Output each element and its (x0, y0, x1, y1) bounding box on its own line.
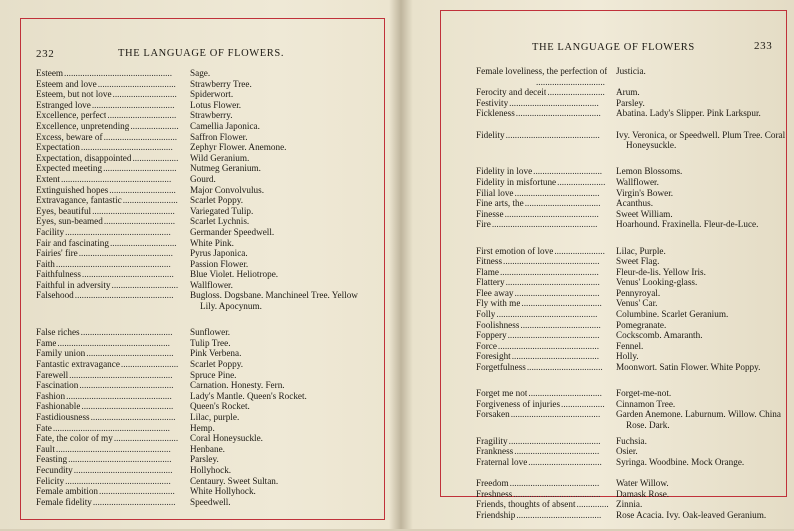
leader-dots: ........................................ (507, 330, 600, 341)
entry-term: Family union (36, 348, 86, 359)
entry-meaning: Nutmeg Geranium. (190, 163, 261, 174)
leader-dots: ..................... (557, 176, 606, 187)
entry-meaning: Holly. (616, 351, 639, 362)
entry-term: Female ambition (36, 486, 99, 497)
entry-meaning: Arum. (616, 87, 640, 98)
entry-term: Fault (36, 443, 55, 454)
entry-meaning: Pyrus Japonica. (190, 248, 248, 259)
leader-dots: ................................. (99, 486, 175, 497)
right-page (404, 0, 794, 529)
leader-dots: ............................................. (69, 369, 173, 380)
list-item (476, 341, 776, 352)
list-item (476, 436, 776, 447)
entry-term: Ferocity and deceit (476, 87, 547, 98)
entry-term: Feasting (36, 454, 68, 465)
entry-term: Festivity (476, 97, 509, 108)
entry-meaning: Spiderwort. (190, 89, 234, 100)
leader-dots: ......................................... (505, 129, 600, 140)
leader-dots: .............................................. (65, 475, 171, 486)
entry-meaning: Cockscomb. Amaranth. (616, 330, 703, 341)
entry-term: Expectation, disappointed (36, 152, 132, 163)
entry-term: Excellence, unpretending (36, 120, 130, 131)
entry-term: Estranged love (36, 99, 91, 110)
list-item (476, 277, 776, 288)
list-item (36, 338, 366, 349)
entry-meaning: Lady's Mantle. Queen's Rocket. (190, 390, 307, 401)
entry-list (476, 66, 786, 531)
leader-dots: ...................................... (513, 488, 601, 499)
entry-term: Farewell (36, 369, 69, 380)
leader-dots: ............................................... (64, 68, 172, 78)
entry-term: Finesse (476, 208, 504, 219)
entry-meaning: Scarlet Poppy. (190, 359, 243, 370)
entry-term: Excellence, perfect (36, 110, 107, 121)
entry-term: Expected meeting (36, 163, 103, 174)
list-item (476, 87, 776, 98)
list-item (36, 100, 366, 111)
entry-term: Falsehood (36, 290, 74, 301)
entry-term: Fashion (36, 390, 66, 401)
entry-term: Folly (476, 309, 496, 320)
list-item (476, 129, 786, 162)
list-item (476, 330, 776, 341)
leader-dots: ............................................ (497, 340, 599, 351)
entry-term: Female loveliness, the perfection of (476, 66, 608, 76)
entry-term: Forgetfulness (476, 362, 526, 373)
entry-term: Fidelity in love (476, 166, 533, 177)
entry-meaning: Hemp. (190, 422, 215, 433)
entry-term: Fitness (476, 256, 503, 267)
leader-dots: ............................. (111, 279, 179, 290)
entry-meaning: Germander Speedwell. (190, 226, 275, 237)
entry-term: Fire (476, 219, 491, 230)
entry-term: False riches (36, 327, 80, 338)
leader-dots: ..................................... (516, 509, 602, 520)
entry-meaning: Camellia Japonica. (190, 120, 260, 131)
entry-term: Fame (36, 337, 57, 348)
list-item (476, 320, 776, 331)
leader-dots: ........................................... (74, 290, 174, 301)
entry-meaning: Wild Geranium. (190, 152, 250, 163)
list-item (36, 348, 366, 359)
leader-dots: ................................ (528, 456, 602, 467)
leader-dots: ............................................ (496, 309, 598, 320)
entry-meaning: Wallflower. (190, 279, 233, 290)
running-head: THE LANGUAGE OF FLOWERS. (118, 48, 285, 59)
entry-meaning: Hoarhound. Fraxinella. Fleur-de-Luce. (616, 219, 759, 230)
entry-term: Fascination (36, 380, 79, 391)
leader-dots: ................................. (524, 198, 601, 209)
list-item (36, 79, 366, 90)
leader-dots: .............................................. (65, 226, 171, 237)
leader-dots: .................................................. (55, 443, 171, 454)
entry-meaning: Fennel. (616, 340, 644, 351)
list-item (476, 298, 776, 309)
entry-meaning: Strawberry. (190, 110, 233, 121)
leader-dots: ........................................ (81, 401, 174, 412)
entry-meaning: Variegated Tulip. (190, 205, 254, 216)
list-item (36, 476, 366, 487)
entry-term: Flame (476, 266, 499, 277)
entry-meaning: Speedwell. (190, 496, 231, 507)
leader-dots: ........................ (122, 195, 178, 206)
entry-term: Freedom (476, 477, 509, 488)
leader-dots: ...................................... (86, 348, 174, 359)
leader-dots: ........................................... (499, 266, 599, 277)
list-item (36, 497, 366, 508)
entry-meaning: Forget-me-not. (616, 388, 672, 399)
list-item (476, 510, 776, 531)
list-item (36, 444, 366, 455)
entry-term: Fastidiousness (36, 412, 90, 423)
entry-meaning: Justicia. (616, 66, 646, 76)
leader-dots: .............................................. (66, 390, 172, 401)
entry-meaning: Coral Honeysuckle. (190, 433, 263, 444)
leader-dots: ............................... (103, 216, 176, 227)
leader-dots: .................................................. (55, 258, 171, 269)
entry-meaning: Carnation. Honesty. Fern. (190, 380, 285, 391)
entry-term: Foolishness (476, 319, 520, 330)
list-item (36, 248, 366, 259)
leader-dots: ..................................... (514, 187, 600, 198)
entry-term: Filial love (476, 187, 514, 198)
list-item (36, 68, 366, 79)
leader-dots: ................... (561, 398, 605, 409)
leader-dots: ........................................ (508, 435, 601, 446)
leader-dots: ................................................ (60, 173, 172, 184)
entry-meaning: Scarlet Poppy. (190, 195, 243, 206)
leader-dots: ................................... (521, 298, 602, 309)
leader-dots: ..................................... (90, 412, 176, 423)
list-item (36, 132, 366, 143)
entry-meaning: Fleur-de-lis. Yellow Iris. (616, 266, 706, 277)
list-item (476, 388, 776, 399)
entry-term: Esteem and love (36, 78, 97, 89)
list-item (36, 454, 366, 465)
entry-term: First emotion of love (476, 245, 554, 256)
list-item (36, 280, 366, 291)
list-item (476, 246, 776, 257)
list-item (36, 423, 366, 434)
entry-meaning: Moonwort. Satin Flower. White Poppy. (616, 362, 761, 373)
leader-dots: ......................... (120, 359, 179, 370)
entry-meaning: Lilac, Purple. (616, 245, 666, 256)
entry-meaning: Pomegranate. (616, 319, 667, 330)
leader-dots: ................................ (528, 388, 602, 399)
entry-meaning: Henbane. (190, 443, 225, 454)
entry-term: Flee away (476, 287, 514, 298)
list-item (476, 188, 776, 199)
entry-meaning: Damask Rose. (616, 488, 670, 499)
leader-dots: .................................. (97, 78, 176, 89)
entry-meaning: Sage. (190, 68, 211, 78)
entry-meaning: Zinnia. (616, 499, 643, 510)
leader-dots: ............................. (109, 237, 177, 248)
running-head: THE LANGUAGE OF FLOWERS (532, 42, 695, 53)
page-number: 232 (36, 48, 55, 60)
entry-term: Fashionable (36, 401, 81, 412)
leader-dots: .............................. (107, 110, 177, 121)
entry-term: Flattery (476, 277, 505, 288)
list-item (476, 209, 776, 220)
list-item (36, 206, 366, 217)
entry-meaning: Columbine. Scarlet Geranium. (616, 309, 729, 320)
list-item (36, 142, 366, 153)
entry-meaning: Centaury. Sweet Sultan. (190, 475, 279, 486)
entry-meaning: Queen's Rocket. (190, 401, 250, 412)
list-item (36, 486, 366, 497)
entry-term: Forsaken (476, 409, 510, 420)
leader-dots: .............. (576, 499, 609, 510)
entry-term: Fate (36, 422, 52, 433)
list-item (476, 66, 776, 87)
list-item (476, 399, 776, 410)
entry-meaning: Acanthus. (616, 198, 653, 209)
list-item (36, 216, 366, 227)
entry-list (36, 68, 366, 507)
entry-meaning: Bugloss. Dogsbane. Manchineel Tree. Yellow Lily. Apocynum. (190, 290, 358, 312)
entry-meaning: Abatina. Lady's Slipper. Pink Larkspur. (616, 108, 761, 119)
entry-term: Felicity (36, 475, 65, 486)
leader-dots: ......................................... (505, 277, 600, 288)
leader-dots: ................................... (520, 319, 601, 330)
entry-meaning: Sweet Flag. (616, 256, 660, 267)
list-item (36, 290, 366, 322)
entry-meaning: Blue Violet. Heliotrope. (190, 269, 279, 280)
entry-term: Fantastic extravagance (36, 359, 120, 370)
list-item (36, 153, 366, 164)
entry-meaning: Venus' Looking-glass. (616, 277, 698, 288)
entry-meaning: Pennyroyal. (616, 287, 661, 298)
list-item (476, 288, 776, 299)
entry-meaning: Wallflower. (616, 176, 659, 187)
leader-dots: ......................... (547, 87, 605, 98)
list-item (476, 108, 776, 129)
entry-term: Faith (36, 258, 55, 269)
list-item (36, 412, 366, 423)
entry-meaning: White Pink. (190, 237, 234, 248)
entry-term: Extinguished hopes (36, 184, 109, 195)
entry-meaning: Lotus Flower. (190, 99, 242, 110)
entry-term: Foresight (476, 351, 511, 362)
entry-term: Friendship (476, 509, 516, 520)
entry-term: Excess, beware of (36, 131, 103, 142)
entry-term: Extent (36, 173, 60, 184)
entry-meaning: Lilac, purple. (190, 412, 240, 423)
leader-dots: ....................................... (509, 477, 600, 488)
entry-meaning: Zephyr Flower. Anemone. (190, 142, 287, 153)
entry-meaning: Parsley. (190, 454, 219, 465)
entry-term: Female fidelity (36, 496, 92, 507)
list-item (36, 174, 366, 185)
leader-dots: ............................................. (68, 454, 172, 465)
entry-meaning: Venus' Car. (616, 298, 658, 309)
entry-meaning: Saffron Flower. (190, 131, 248, 142)
entry-term: Fate, the color of my (36, 433, 113, 444)
entry-term: Expectation (36, 142, 80, 153)
list-item (36, 259, 366, 270)
entry-term: Extravagance, fantastic (36, 195, 122, 206)
entry-term: Fragility (476, 435, 508, 446)
leader-dots: ................................ (103, 131, 178, 142)
leader-dots: .................................... (92, 496, 176, 507)
entry-term: Freshness (476, 488, 513, 499)
leader-dots: ....................................... (510, 409, 601, 420)
entry-meaning: Cinnamon Tree. (616, 398, 676, 409)
leader-dots: ...................................... (511, 351, 599, 362)
leader-dots: .............................. (536, 76, 605, 87)
leader-dots: ......................................... (79, 380, 174, 391)
entry-meaning: Spruce Pine. (190, 369, 237, 380)
entry-meaning: Sweet William. (616, 208, 673, 219)
list-item (36, 89, 366, 100)
leader-dots: ................................................... (52, 422, 170, 433)
list-item (476, 499, 776, 510)
list-item (36, 121, 366, 132)
entry-meaning: Gourd. (190, 173, 216, 184)
list-item (476, 267, 776, 278)
entry-term: Fidelity (476, 129, 505, 140)
entry-meaning: Syringa. Woodbine. Mock Orange. (616, 456, 745, 467)
entry-meaning: Sunflower. (190, 327, 231, 338)
entry-term: Fine arts, the (476, 198, 524, 209)
entry-term: Fair and fascinating (36, 237, 109, 248)
list-item (476, 446, 776, 457)
entry-term: Fickleness (476, 108, 515, 119)
leader-dots: ....................................... (509, 97, 599, 108)
entry-term: Faithful in adversity (36, 279, 111, 290)
list-item (36, 238, 366, 249)
list-item (36, 370, 366, 381)
leader-dots: ................................ (103, 163, 177, 174)
entry-meaning: Fuchsia. (616, 435, 647, 446)
entry-term: Eyes, sun-beamed (36, 216, 103, 227)
list-item (476, 177, 776, 188)
list-item (476, 219, 776, 240)
leader-dots: .................... (132, 152, 179, 163)
entry-term: Friends, thoughts of absent (476, 499, 576, 510)
entry-term: Fraternal love (476, 456, 528, 467)
entry-meaning: Strawberry Tree. (190, 78, 252, 89)
entry-term: Forgiveness of injuries (476, 398, 561, 409)
list-item (476, 362, 776, 383)
entry-meaning: Lemon Blossoms. (616, 166, 683, 177)
list-item (36, 359, 366, 370)
entry-meaning: Passion Flower. (190, 258, 249, 269)
list-item (36, 433, 366, 444)
entry-term: Force (476, 340, 497, 351)
entry-term: Eyes, beautiful (36, 205, 92, 216)
leader-dots: ........................................ (81, 269, 174, 280)
entry-term: Esteem (36, 68, 64, 78)
list-item (36, 185, 366, 196)
leader-dots: ...................... (554, 245, 605, 256)
list-item (36, 401, 366, 412)
entry-term: Fly with me (476, 298, 521, 309)
list-item (36, 195, 366, 206)
entry-term: Esteem, but not love (36, 89, 112, 100)
leader-dots: ............................ (112, 89, 177, 100)
list-item (476, 351, 776, 362)
list-item (476, 256, 776, 267)
leader-dots: ..................................... (514, 446, 600, 457)
entry-term: Fairies' fire (36, 248, 78, 259)
entry-term: Foppery (476, 330, 507, 341)
leader-dots: ................................................. (57, 337, 170, 348)
entry-meaning: Virgin's Bower. (616, 187, 674, 198)
entry-term: Faithfulness (36, 269, 81, 280)
leader-dots: .............................................. (491, 219, 598, 230)
leader-dots: ........................................ (80, 142, 173, 153)
list-item (476, 98, 776, 109)
entry-term: Fecundity (36, 464, 73, 475)
entry-meaning: Garden Anemone. Laburnum. Willow. China Rose. Dark. (616, 409, 781, 431)
leader-dots: ..................................... (514, 287, 600, 298)
leader-dots: ..................... (130, 120, 179, 131)
entry-meaning: Rose Acacia. Ivy. Oak-leaved Geranium. (616, 509, 767, 520)
leader-dots: .................................... (91, 99, 175, 110)
list-item (36, 163, 366, 174)
list-item (476, 198, 776, 209)
entry-term: Forget me not (476, 388, 528, 399)
list-item (36, 391, 366, 402)
list-item (476, 409, 781, 431)
entry-meaning: Major Convolvulus. (190, 184, 265, 195)
entry-meaning: White Hollyhock. (190, 486, 256, 497)
list-item (476, 478, 776, 489)
entry-meaning: Water Willow. (616, 477, 669, 488)
entry-meaning: Scarlet Lychnis. (190, 216, 250, 227)
leader-dots: .............................. (533, 166, 603, 177)
page-number: 233 (754, 40, 773, 52)
list-item (36, 269, 366, 280)
leader-dots: .......................................... (503, 256, 600, 267)
entry-meaning: Osier. (616, 446, 638, 457)
leader-dots: ............................. (109, 184, 176, 195)
entry-meaning: Tulip Tree. (190, 337, 231, 348)
list-item (476, 166, 776, 177)
entry-meaning: Ivy. Veronica, or Speedwell. Plum Tree. Coral Honeysuckle. (616, 129, 786, 151)
list-item (36, 110, 366, 121)
entry-term: Frankness (476, 446, 514, 457)
leader-dots: ......................................... (78, 248, 173, 259)
list-item (476, 309, 776, 320)
entry-meaning: Pink Verbena. (190, 348, 242, 359)
list-item (36, 465, 366, 476)
entry-meaning: Hollyhock. (190, 464, 232, 475)
entry-term: Facility (36, 226, 65, 237)
list-item (36, 327, 366, 338)
entry-term: Fidelity in misfortune (476, 176, 557, 187)
leader-dots: ........................................... (73, 464, 173, 475)
list-item (36, 227, 366, 238)
list-item (476, 457, 776, 478)
leader-dots: .................................... (92, 205, 175, 216)
list-item (476, 489, 776, 500)
leader-dots: ..................................... (515, 108, 601, 119)
list-item (36, 380, 366, 391)
entry-meaning: Parsley. (616, 97, 645, 108)
leader-dots: ............................ (113, 433, 179, 444)
leader-dots: ........................................ (80, 327, 173, 338)
leader-dots: ......................................... (504, 208, 599, 219)
leader-dots: ................................. (526, 362, 603, 373)
